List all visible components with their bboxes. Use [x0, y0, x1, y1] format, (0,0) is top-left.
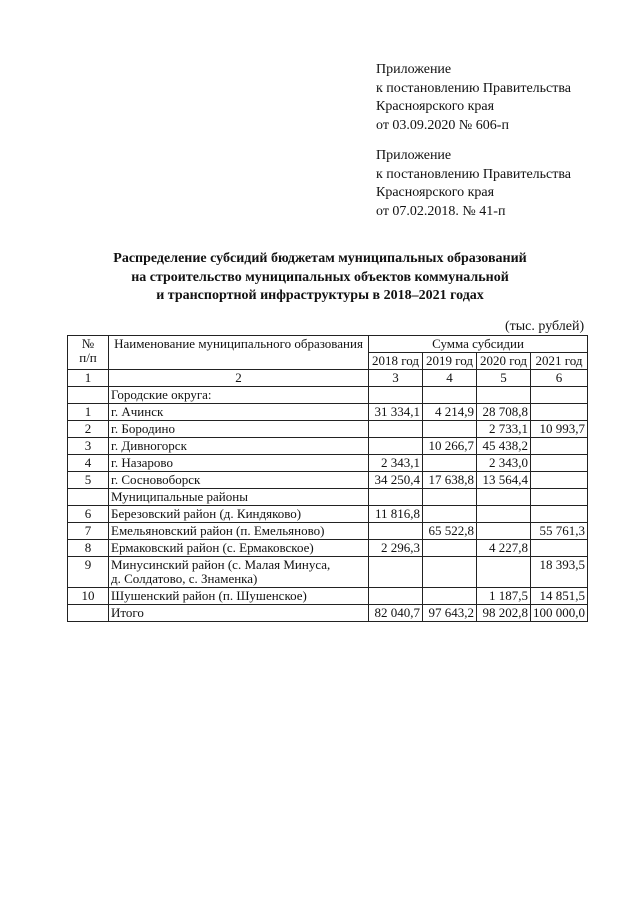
amount-cell: 1 187,5: [477, 588, 531, 605]
group-heading-row: [68, 489, 588, 506]
amount-cell: [477, 523, 531, 540]
appendix-region-line: Красноярского края: [376, 185, 495, 200]
amount-cell: 10 993,7: [531, 421, 588, 438]
row-number-cell: 7: [68, 523, 109, 540]
header-num-abbr: п/п: [79, 350, 97, 365]
column-number: 2: [109, 370, 369, 387]
column-number: 1: [68, 370, 109, 387]
table-row: [68, 438, 588, 455]
table-row: [68, 506, 588, 523]
amount-cell: [369, 387, 423, 404]
total-label: [109, 605, 369, 622]
amount-cell: [477, 506, 531, 523]
units-label: (тыс. рублей): [505, 319, 585, 334]
table-row: [68, 472, 588, 489]
amount-cell: 34 250,4: [369, 472, 423, 489]
header-sum-cell: Сумма субсидии: [369, 336, 588, 353]
amount-cell: [423, 387, 477, 404]
municipality-name-line: Ермаковский район (с. Ермаковское): [111, 540, 314, 555]
table-row: [68, 557, 588, 588]
amount-cell: 11 816,8: [369, 506, 423, 523]
row-number-cell: 4: [68, 455, 109, 472]
table-row: [68, 421, 588, 438]
amount-cell: 65 522,8: [423, 523, 477, 540]
municipality-name-line: г. Назарово: [111, 455, 173, 470]
row-number-cell: 2: [68, 421, 109, 438]
amount-cell: 2 733,1: [477, 421, 531, 438]
title-line-3: и транспортной инфраструктуры в 2018–2021 годах: [156, 288, 484, 303]
municipality-name-line: г. Бородино: [111, 421, 175, 436]
group-heading: Муниципальные районы: [109, 489, 369, 506]
amount-cell: 45 438,2: [477, 438, 531, 455]
amount-cell: 4 214,9: [423, 404, 477, 421]
amount-cell: 2 343,1: [369, 455, 423, 472]
amount-cell: 28 708,8: [477, 404, 531, 421]
column-number: 4: [423, 370, 477, 387]
municipality-name-line: Минусинский район (с. Малая Минуса,: [111, 557, 331, 572]
column-number: 6: [531, 370, 588, 387]
header-year-2020: 2020 год: [477, 353, 531, 370]
row-number-cell: 1: [68, 404, 109, 421]
amount-cell: 55 761,3: [531, 523, 588, 540]
header-year-2021: 2021 год: [531, 353, 588, 370]
header-row: [68, 336, 588, 353]
table-row: [68, 588, 588, 605]
amount-cell: [369, 421, 423, 438]
amount-cell: [423, 455, 477, 472]
amount-cell: [531, 455, 588, 472]
header-year-2018: 2018 год: [369, 353, 423, 370]
appendix-current-header: [376, 61, 571, 135]
amount-cell: [531, 540, 588, 557]
row-number-cell: [68, 489, 109, 506]
amount-cell: 100 000,0: [531, 605, 588, 622]
amount-cell: [369, 438, 423, 455]
total-row: [68, 605, 588, 622]
header-num-symbol: №: [81, 336, 95, 351]
amount-cell: [423, 506, 477, 523]
amount-cell: [369, 523, 423, 540]
row-number-cell: 10: [68, 588, 109, 605]
amount-cell: 2 296,3: [369, 540, 423, 557]
amount-cell: 4 227,8: [477, 540, 531, 557]
document-title: [0, 250, 640, 306]
municipality-name-line: Шушенский район (п. Шушенское): [111, 588, 307, 603]
row-number-cell: 6: [68, 506, 109, 523]
amount-cell: 18 393,5: [531, 557, 588, 588]
municipality-name: [109, 472, 369, 489]
appendix-region-line: Красноярского края: [376, 99, 495, 114]
amount-cell: [369, 588, 423, 605]
municipality-name: [109, 540, 369, 557]
municipality-name-line: Емельяновский район (п. Емельяново): [111, 523, 325, 538]
subsidy-table: [67, 335, 588, 622]
amount-cell: 82 040,7: [369, 605, 423, 622]
municipality-name: [109, 421, 369, 438]
municipality-name-line: г. Дивногорск: [111, 438, 187, 453]
row-number-cell: 3: [68, 438, 109, 455]
municipality-name-line: г. Сосновоборск: [111, 472, 201, 487]
amount-cell: 17 638,8: [423, 472, 477, 489]
amount-cell: [423, 489, 477, 506]
table-row: [68, 404, 588, 421]
appendix-original-header: [376, 147, 571, 221]
amount-cell: [477, 387, 531, 404]
amount-cell: [423, 540, 477, 557]
title-line-1: Распределение субсидий бюджетам муниципальных образований: [113, 251, 527, 266]
group-heading: Городские округа:: [109, 387, 369, 404]
amount-cell: [423, 557, 477, 588]
amount-cell: [531, 472, 588, 489]
row-number-cell: 8: [68, 540, 109, 557]
amount-cell: 10 266,7: [423, 438, 477, 455]
amount-cell: 98 202,8: [477, 605, 531, 622]
appendix-resolution-line: к постановлению Правительства: [376, 80, 572, 96]
column-numbers-row: [68, 370, 588, 387]
amount-cell: [423, 421, 477, 438]
municipality-name: [109, 455, 369, 472]
appendix-date-number: от 07.02.2018. № 41-п: [376, 203, 506, 219]
municipality-name-line: Березовский район (д. Киндяково): [111, 506, 302, 521]
appendix-label: Приложение: [376, 148, 452, 163]
municipality-name: [109, 438, 369, 455]
table-row: [68, 455, 588, 472]
amount-cell: [531, 506, 588, 523]
appendix-label: Приложение: [376, 62, 452, 77]
row-number-cell: 9: [68, 557, 109, 588]
header-year-2019: 2019 год: [423, 353, 477, 370]
row-number-cell: 5: [68, 472, 109, 489]
municipality-name: [109, 523, 369, 540]
amount-cell: [531, 489, 588, 506]
header-name-cell: Наименование муниципального образования: [109, 336, 369, 370]
table-row: [68, 540, 588, 557]
municipality-name-line: г. Ачинск: [111, 404, 164, 419]
header-num-cell: [68, 336, 109, 370]
amount-cell: 31 334,1: [369, 404, 423, 421]
municipality-name: [109, 588, 369, 605]
table-row: [68, 523, 588, 540]
amount-cell: [369, 557, 423, 588]
amount-cell: 14 851,5: [531, 588, 588, 605]
amount-cell: [369, 489, 423, 506]
municipality-name-line: Итого: [111, 605, 144, 620]
appendix-resolution-line: к постановлению Правительства: [376, 166, 572, 182]
row-number-cell: [68, 605, 109, 622]
amount-cell: [477, 557, 531, 588]
municipality-name: [109, 404, 369, 421]
column-number: 3: [369, 370, 423, 387]
amount-cell: [477, 489, 531, 506]
amount-cell: 97 643,2: [423, 605, 477, 622]
municipality-name: [109, 557, 369, 588]
row-number-cell: [68, 387, 109, 404]
amount-cell: [531, 404, 588, 421]
amount-cell: 2 343,0: [477, 455, 531, 472]
appendix-date-number: от 03.09.2020 № 606-п: [376, 117, 509, 133]
amount-cell: [531, 387, 588, 404]
group-heading-row: [68, 387, 588, 404]
municipality-name-line: д. Солдатово, с. Знаменка): [111, 571, 258, 586]
municipality-name: [109, 506, 369, 523]
amount-cell: 13 564,4: [477, 472, 531, 489]
amount-cell: [531, 438, 588, 455]
amount-cell: [423, 588, 477, 605]
title-line-2: на строительство муниципальных объектов коммунальной: [131, 269, 509, 285]
column-number: 5: [477, 370, 531, 387]
